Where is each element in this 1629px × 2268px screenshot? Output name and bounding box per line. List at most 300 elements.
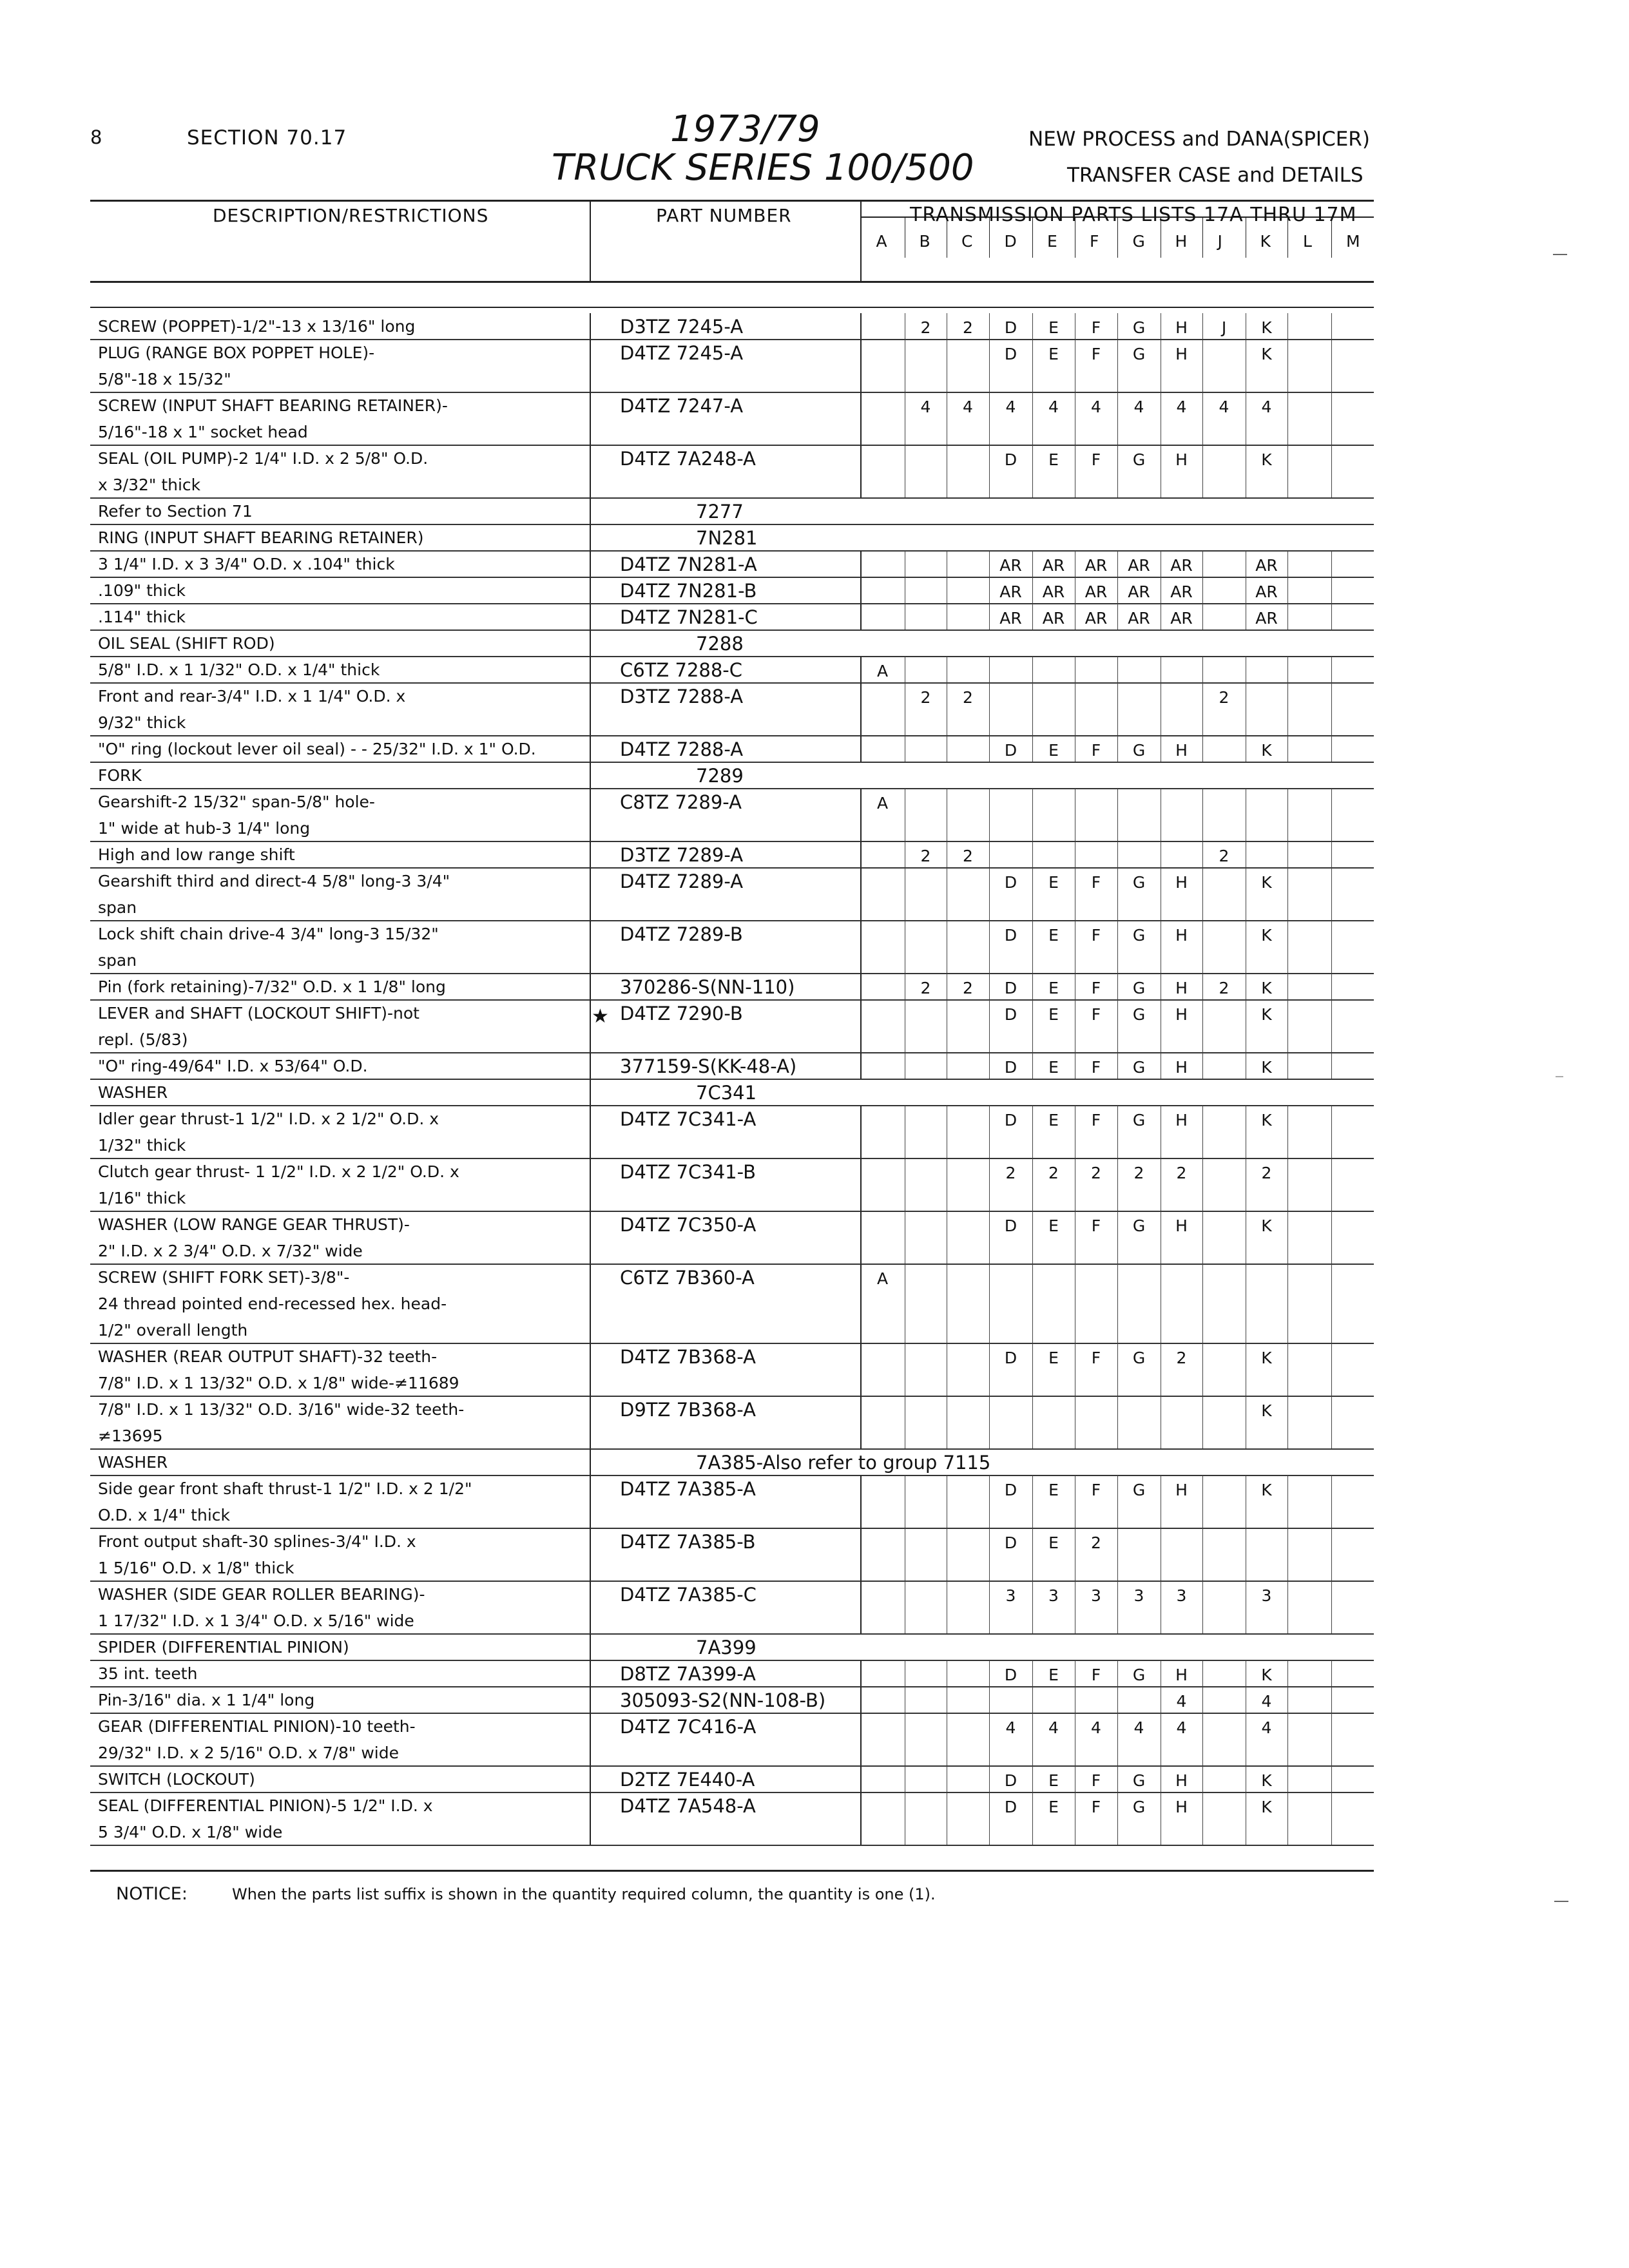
row-col-divider [1032, 1713, 1033, 1766]
column-header-j: J [1217, 232, 1222, 251]
row-part-divider [860, 736, 862, 762]
quantity-cell: D [1004, 1533, 1017, 1552]
row-desc-divider [590, 736, 591, 762]
margin-mark [1556, 1076, 1563, 1077]
row-rule [90, 1052, 1374, 1053]
row-col-divider [1287, 657, 1288, 683]
header-right-line2: TRANSFER CASE and DETAILS [1067, 164, 1364, 187]
quantity-cell: 3 [1091, 1586, 1101, 1605]
row-description: Pin-3/16" dia. x 1 1/4" long [98, 1691, 315, 1709]
row-part-divider [860, 1713, 862, 1766]
row-col-divider [1117, 604, 1118, 630]
row-description: Idler gear thrust-1 1/2" I.D. x 2 1/2" O.D. x [98, 1110, 439, 1128]
part-number: D4TZ 7245-A [620, 342, 744, 364]
quantity-cell: D [1004, 1216, 1017, 1235]
quantity-cell: F [1091, 1216, 1101, 1235]
quantity-cell: G [1132, 1058, 1146, 1077]
row-description: x 3/32" thick [98, 476, 201, 494]
row-col-divider [1032, 1687, 1033, 1713]
row-desc-divider [590, 630, 591, 657]
row-col-divider [1117, 657, 1118, 683]
quantity-cell: D [1004, 1771, 1017, 1790]
row-description: 7/8" I.D. x 1 13/32" O.D. 3/16" wide-32 teeth- [98, 1400, 465, 1419]
row-rule [90, 497, 1374, 499]
quantity-cell: E [1048, 1481, 1059, 1499]
quantity-cell: 2 [963, 847, 973, 865]
quantity-cell: G [1132, 926, 1146, 945]
row-col-divider [1331, 868, 1332, 921]
row-description: Clutch gear thrust- 1 1/2" I.D. x 2 1/2" O.D. x [98, 1162, 459, 1181]
row-desc-divider [590, 1687, 591, 1713]
row-description: Gearshift third and direct-4 5/8" long-3 3/4" [98, 872, 450, 890]
quantity-cell: G [1132, 1111, 1146, 1129]
description-header: DESCRIPTION/RESTRICTIONS [213, 205, 489, 226]
row-col-divider [1331, 921, 1332, 974]
quantity-cell: G [1132, 450, 1146, 469]
row-description: WASHER (SIDE GEAR ROLLER BEARING)- [98, 1585, 425, 1604]
row-part-divider [860, 1687, 862, 1713]
quantity-cell: E [1048, 1533, 1059, 1552]
row-description: Lock shift chain drive-4 3/4" long-3 15/32" [98, 925, 439, 943]
row-col-divider [1202, 1053, 1203, 1079]
row-description: SCREW (POPPET)-1/2"-13 x 13/16" long [98, 317, 416, 336]
row-rule [90, 788, 1374, 789]
quantity-cell: 4 [1133, 398, 1144, 416]
row-rule [90, 1765, 1374, 1767]
row-col-divider [1032, 789, 1033, 841]
quantity-cell: E [1048, 1058, 1059, 1077]
row-rule [90, 1633, 1374, 1635]
row-desc-divider [590, 1343, 591, 1396]
part-number: D9TZ 7B368-A [620, 1399, 756, 1421]
row-col-divider [1117, 868, 1118, 921]
quantity-cell: 4 [1048, 398, 1059, 416]
row-col-divider [1331, 1158, 1332, 1211]
row-rule [90, 1528, 1374, 1529]
part-number: D4TZ 7C341-A [620, 1108, 757, 1130]
row-description: 5/16"-18 x 1" socket head [98, 423, 308, 441]
row-col-divider [1331, 1343, 1332, 1396]
series-title: TRUCK SERIES 100/500 [552, 147, 974, 189]
row-col-divider [989, 1000, 990, 1053]
row-col-divider [1202, 736, 1203, 762]
row-col-divider [1287, 1053, 1288, 1079]
row-description: 29/32" I.D. x 2 5/16" O.D. x 7/8" wide [98, 1744, 399, 1762]
row-col-divider [989, 313, 990, 340]
row-col-divider [1117, 1343, 1118, 1396]
row-rule [90, 339, 1374, 340]
row-col-divider [989, 789, 990, 841]
row-description: RING (INPUT SHAFT BEARING RETAINER) [98, 528, 424, 547]
quantity-cell: A [876, 662, 889, 680]
part-number: D4TZ 7289-B [620, 923, 743, 945]
row-col-divider [1032, 736, 1033, 762]
row-col-divider [1117, 1581, 1118, 1634]
row-col-divider [1117, 1687, 1118, 1713]
quantity-cell: AR [999, 556, 1022, 575]
row-part-divider [860, 1475, 862, 1528]
row-rule [90, 1264, 1374, 1265]
row-description: .114" thick [98, 608, 186, 626]
row-description: WASHER [98, 1083, 168, 1102]
quantity-cell: D [1004, 873, 1017, 892]
quantity-cell: H [1175, 318, 1188, 337]
row-col-divider [1032, 1581, 1033, 1634]
row-col-divider [989, 577, 990, 604]
row-col-divider [989, 1528, 990, 1581]
row-col-divider [1117, 1396, 1118, 1449]
quantity-cell: AR [1042, 609, 1065, 628]
quantity-cell: AR [1042, 582, 1065, 601]
row-col-divider [1202, 1158, 1203, 1211]
part-number: D4TZ 7288-A [620, 738, 744, 760]
row-col-divider [1287, 789, 1288, 841]
quantity-cell: AR [1084, 582, 1108, 601]
part-number: D4TZ 7C416-A [620, 1716, 757, 1738]
part-number: D4TZ 7C350-A [620, 1214, 757, 1236]
row-col-divider [1202, 1000, 1203, 1053]
quantity-cell: AR [1255, 609, 1278, 628]
quantity-cell: G [1132, 1216, 1146, 1235]
quantity-cell: G [1132, 1005, 1146, 1024]
row-col-divider [1331, 313, 1332, 340]
row-col-divider [1202, 841, 1203, 868]
part-number: D4TZ 7A548-A [620, 1795, 756, 1817]
row-col-divider [1032, 974, 1033, 1000]
row-col-divider [1202, 868, 1203, 921]
quantity-cell: E [1048, 873, 1059, 892]
part-number: C6TZ 7B360-A [620, 1267, 755, 1289]
quantity-cell: H [1175, 741, 1188, 760]
quantity-cell: K [1261, 1058, 1272, 1077]
quantity-cell: 2 [1261, 1164, 1272, 1182]
row-part-divider [860, 445, 862, 498]
row-col-divider [1032, 683, 1033, 736]
row-col-divider [989, 921, 990, 974]
column-header-e: E [1047, 232, 1057, 251]
quantity-cell: 2 [920, 847, 931, 865]
quantity-cell: K [1261, 1111, 1272, 1129]
row-col-divider [989, 683, 990, 736]
row-col-divider [1287, 445, 1288, 498]
row-col-divider [1287, 1343, 1288, 1396]
row-col-divider [1331, 1581, 1332, 1634]
quantity-cell: H [1175, 873, 1188, 892]
row-col-divider [1331, 841, 1332, 868]
quantity-cell: 2 [1176, 1164, 1187, 1182]
row-col-divider [1202, 1687, 1203, 1713]
quantity-cell: K [1261, 1771, 1272, 1790]
quantity-cell: AR [1128, 582, 1150, 601]
row-col-divider [989, 1687, 990, 1713]
row-desc-divider [590, 340, 591, 392]
row-col-divider [1117, 974, 1118, 1000]
row-part-divider [860, 1660, 862, 1687]
row-col-divider [1331, 1053, 1332, 1079]
row-description: repl. (5/83) [98, 1030, 188, 1049]
quantity-cell: G [1132, 345, 1146, 363]
row-description: Pin (fork retaining)-7/32" O.D. x 1 1/8" long [98, 977, 446, 996]
lists-header: TRANSMISSION PARTS LISTS 17A THRU 17M [910, 204, 1357, 226]
row-part-divider [860, 1792, 862, 1845]
quantity-cell: 4 [1261, 1692, 1272, 1711]
row-description: span [98, 898, 137, 917]
row-rule [90, 1845, 1374, 1846]
row-col-divider [1287, 340, 1288, 392]
row-part-divider [860, 1581, 862, 1634]
part-number: D3TZ 7289-A [620, 844, 744, 866]
quantity-cell: H [1175, 926, 1188, 945]
quantity-cell: G [1132, 1798, 1146, 1816]
quantity-cell: F [1091, 345, 1101, 363]
quantity-cell: F [1091, 1771, 1101, 1790]
header-desc-divider [590, 200, 591, 282]
row-col-divider [989, 1713, 990, 1766]
row-rule [90, 629, 1374, 631]
quantity-cell: F [1091, 450, 1101, 469]
quantity-cell: F [1091, 1481, 1101, 1499]
row-col-divider [989, 1396, 990, 1449]
row-col-divider [1287, 1581, 1288, 1634]
quantity-cell: K [1261, 741, 1272, 760]
row-col-divider [1287, 1528, 1288, 1581]
row-col-divider [1331, 1264, 1332, 1343]
row-rule [90, 1581, 1374, 1582]
quantity-cell: D [1004, 1111, 1017, 1129]
row-description: Front and rear-3/4" I.D. x 1 1/4" O.D. x [98, 687, 406, 706]
row-part-divider [860, 789, 862, 841]
row-rule [90, 1211, 1374, 1212]
part-number-header: PART NUMBER [656, 205, 792, 226]
row-col-divider [1032, 340, 1033, 392]
quantity-cell: F [1091, 1005, 1101, 1024]
quantity-cell: K [1261, 1349, 1272, 1367]
row-description: OIL SEAL (SHIFT ROD) [98, 634, 275, 653]
quantity-cell: 2 [1176, 1349, 1187, 1367]
row-col-divider [1117, 683, 1118, 736]
row-col-divider [1287, 1000, 1288, 1053]
row-description: "O" ring-49/64" I.D. x 53/64" O.D. [98, 1057, 368, 1075]
part-number: 377159-S(KK-48-A) [620, 1055, 797, 1077]
row-col-divider [989, 841, 990, 868]
row-col-divider [1117, 1264, 1118, 1343]
row-col-divider [1117, 1158, 1118, 1211]
quantity-cell: 3 [1261, 1586, 1272, 1605]
row-col-divider [989, 445, 990, 498]
row-col-divider [1202, 1528, 1203, 1581]
quantity-cell: 2 [1005, 1164, 1016, 1182]
row-col-divider [1117, 1106, 1118, 1158]
part-number: C6TZ 7288-C [620, 659, 743, 681]
quantity-cell: K [1261, 926, 1272, 945]
row-col-divider [1287, 1713, 1288, 1766]
row-desc-divider [590, 1264, 591, 1343]
row-col-divider [1117, 736, 1118, 762]
row-part-divider [860, 340, 862, 392]
row-desc-divider [590, 683, 591, 736]
row-col-divider [1331, 1528, 1332, 1581]
quantity-cell: 4 [963, 398, 973, 416]
quantity-cell: D [1004, 1666, 1017, 1684]
row-col-divider [989, 974, 990, 1000]
column-header-f: F [1090, 232, 1099, 251]
quantity-cell: 4 [1133, 1718, 1144, 1737]
row-col-divider [1202, 577, 1203, 604]
quantity-cell: AR [1255, 556, 1278, 575]
quantity-cell: 4 [1176, 1692, 1187, 1711]
row-col-divider [1202, 604, 1203, 630]
row-description: 7/8" I.D. x 1 13/32" O.D. x 1/8" wide-≠11689 [98, 1374, 459, 1392]
row-col-divider [1287, 1158, 1288, 1211]
quantity-cell: 2 [920, 318, 931, 337]
row-col-divider [1032, 1000, 1033, 1053]
part-number: 7288 [696, 633, 744, 655]
quantity-cell: 2 [920, 979, 931, 997]
row-part-divider [860, 921, 862, 974]
section-label: SECTION 70.17 [187, 126, 347, 149]
row-col-divider [1202, 974, 1203, 1000]
header-bottom-rule [90, 281, 1374, 283]
quantity-cell: G [1132, 1666, 1146, 1684]
row-desc-divider [590, 974, 591, 1000]
row-col-divider [1117, 340, 1118, 392]
row-col-divider [1032, 1792, 1033, 1845]
quantity-cell: E [1048, 1005, 1059, 1024]
row-col-divider [1287, 1475, 1288, 1528]
quantity-cell: K [1261, 450, 1272, 469]
row-description: .109" thick [98, 581, 186, 600]
row-col-divider [1202, 1475, 1203, 1528]
row-col-divider [989, 1581, 990, 1634]
part-number: C8TZ 7289-A [620, 791, 742, 813]
row-col-divider [1331, 1106, 1332, 1158]
quantity-cell: F [1091, 318, 1101, 337]
quantity-cell: E [1048, 979, 1059, 997]
quantity-cell: AR [1084, 609, 1108, 628]
quantity-cell: K [1261, 345, 1272, 363]
quantity-cell: D [1004, 1005, 1017, 1024]
margin-mark [1553, 254, 1567, 255]
quantity-cell: 4 [1005, 1718, 1016, 1737]
notice-label: NOTICE: [116, 1884, 188, 1904]
row-col-divider [1032, 657, 1033, 683]
quantity-cell: G [1132, 1481, 1146, 1499]
row-part-divider [860, 1053, 862, 1079]
row-description: 1/16" thick [98, 1189, 186, 1207]
row-description: 9/32" thick [98, 713, 186, 732]
row-col-divider [1287, 1687, 1288, 1713]
row-col-divider [1202, 1766, 1203, 1792]
row-col-divider [1202, 1106, 1203, 1158]
part-number: D4TZ 7N281-B [620, 580, 757, 602]
row-rule [90, 1713, 1374, 1714]
column-header-m: M [1346, 232, 1360, 251]
quantity-cell: G [1132, 318, 1146, 337]
part-number: 7A399 [696, 1637, 757, 1658]
row-col-divider [989, 1158, 990, 1211]
row-description: Refer to Section 71 [98, 502, 253, 521]
row-part-divider [860, 604, 862, 630]
row-col-divider [1032, 1528, 1033, 1581]
header-top-rule [90, 200, 1374, 202]
row-description: SCREW (INPUT SHAFT BEARING RETAINER)- [98, 396, 448, 415]
quantity-cell: E [1048, 1349, 1059, 1367]
quantity-cell: F [1091, 1349, 1101, 1367]
row-description: "O" ring (lockout lever oil seal) - - 25/32" I.D. x 1" O.D. [98, 740, 536, 758]
row-rule [90, 1343, 1374, 1344]
quantity-cell: H [1175, 1481, 1188, 1499]
quantity-cell: 4 [1091, 1718, 1101, 1737]
row-desc-divider [590, 551, 591, 577]
row-rule [90, 920, 1374, 921]
row-part-divider [860, 1766, 862, 1792]
row-col-divider [1202, 1581, 1203, 1634]
row-desc-divider [590, 762, 591, 789]
row-col-divider [1331, 1396, 1332, 1449]
row-description: SCREW (SHIFT FORK SET)-3/8"- [98, 1268, 350, 1287]
row-part-divider [860, 577, 862, 604]
part-number: D3TZ 7245-A [620, 316, 744, 338]
row-col-divider [1331, 1000, 1332, 1053]
part-number: D2TZ 7E440-A [620, 1769, 755, 1791]
quantity-cell: E [1048, 450, 1059, 469]
row-desc-divider [590, 313, 591, 340]
row-part-divider [860, 1211, 862, 1264]
quantity-cell: G [1132, 1349, 1146, 1367]
column-header-d: D [1004, 232, 1017, 251]
row-col-divider [1287, 683, 1288, 736]
row-desc-divider [590, 1766, 591, 1792]
quantity-cell: 4 [920, 398, 931, 416]
row-description: O.D. x 1/4" thick [98, 1506, 230, 1524]
row-col-divider [1117, 1211, 1118, 1264]
row-description: span [98, 951, 137, 970]
part-number: D4TZ 7289-A [620, 870, 744, 892]
quantity-cell: K [1261, 1216, 1272, 1235]
row-col-divider [1287, 841, 1288, 868]
row-col-divider [989, 1053, 990, 1079]
row-col-divider [1202, 683, 1203, 736]
row-col-divider [1032, 1211, 1033, 1264]
row-rule [90, 445, 1374, 446]
row-description: 24 thread pointed end-recessed hex. head- [98, 1294, 447, 1313]
part-number: D4TZ 7A385-B [620, 1531, 756, 1553]
quantity-cell: 2 [1048, 1164, 1059, 1182]
quantity-cell: H [1175, 1216, 1188, 1235]
row-col-divider [1202, 1211, 1203, 1264]
row-col-divider [1202, 1660, 1203, 1687]
row-col-divider [1117, 1660, 1118, 1687]
quantity-cell: AR [999, 609, 1022, 628]
row-col-divider [1117, 445, 1118, 498]
row-col-divider [1331, 1713, 1332, 1766]
quantity-cell: 4 [1091, 398, 1101, 416]
row-col-divider [1331, 577, 1332, 604]
row-col-divider [1287, 1264, 1288, 1343]
row-col-divider [1331, 604, 1332, 630]
row-col-divider [1032, 1053, 1033, 1079]
part-number: D4TZ 7A385-A [620, 1478, 756, 1500]
quantity-cell: H [1175, 345, 1188, 363]
row-col-divider [1287, 1211, 1288, 1264]
row-col-divider [1032, 868, 1033, 921]
row-desc-divider [590, 392, 591, 445]
column-header-b: B [919, 232, 930, 251]
row-col-divider [1117, 789, 1118, 841]
row-description: 35 int. teeth [98, 1664, 198, 1683]
row-rule [90, 1792, 1374, 1793]
quantity-cell: H [1175, 1798, 1188, 1816]
